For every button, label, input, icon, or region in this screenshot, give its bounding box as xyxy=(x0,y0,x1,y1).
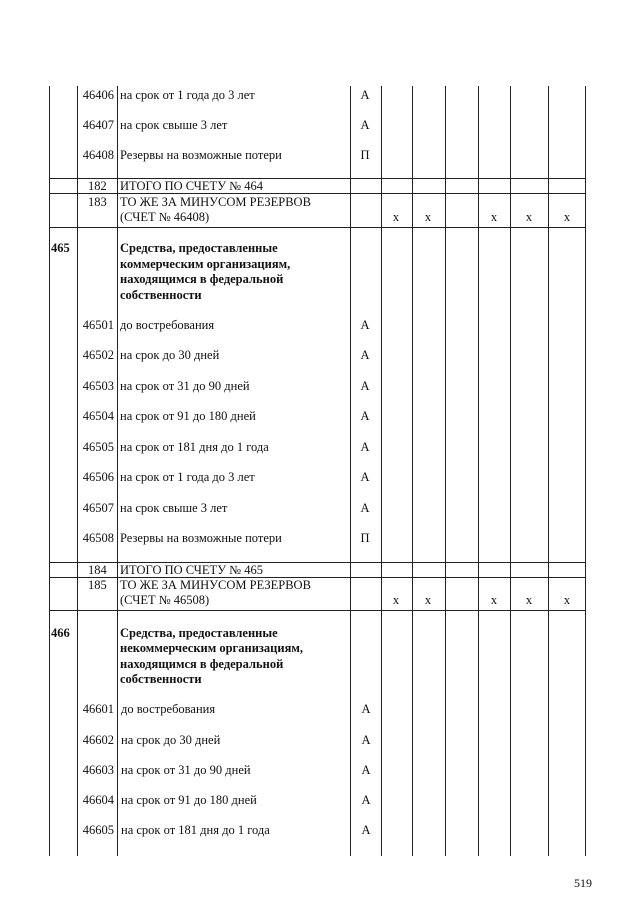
account-code: 46503 xyxy=(82,379,114,393)
account-title: находящимся в федеральной xyxy=(120,657,284,671)
account-code: 46505 xyxy=(82,440,114,454)
total-row-label: ИТОГО ПО СЧЕТУ № 465 xyxy=(120,563,263,577)
account-code: 46508 xyxy=(82,531,114,545)
account-description: на срок от 181 дня до 1 года xyxy=(121,823,270,837)
net-row-label: ТО ЖЕ ЗА МИНУСОМ РЕЗЕРВОВ xyxy=(120,195,311,209)
column-line xyxy=(585,86,586,856)
account-description: на срок от 91 до 180 дней xyxy=(120,409,256,423)
account-code: 46502 xyxy=(82,348,114,362)
account-code: 46507 xyxy=(82,501,114,515)
account-description: на срок от 31 до 90 дней xyxy=(120,379,250,393)
account-type: П xyxy=(360,531,370,545)
column-line xyxy=(381,86,382,856)
account-type: А xyxy=(361,733,371,747)
x-mark: x xyxy=(563,210,571,224)
x-mark: x xyxy=(525,593,533,607)
column-line xyxy=(117,86,118,856)
account-description: до востребования xyxy=(121,702,216,716)
total-row-label: ИТОГО ПО СЧЕТУ № 464 xyxy=(120,179,263,193)
account-type: А xyxy=(360,440,370,454)
account-description: на срок от 1 года до 3 лет xyxy=(120,88,255,102)
account-description: до востребования xyxy=(120,318,215,332)
x-mark: x xyxy=(392,210,400,224)
account-title: собственности xyxy=(120,288,202,302)
net-row-label: (СЧЕТ № 46408) xyxy=(120,210,210,224)
account-title: коммерческим организациям, xyxy=(120,257,291,271)
net-row-number: 185 xyxy=(88,578,107,592)
account-code: 46604 xyxy=(82,793,114,807)
account-type: А xyxy=(360,318,370,332)
net-row-number: 183 xyxy=(88,195,107,209)
account-code: 46408 xyxy=(82,148,114,162)
account-title: Средства, предоставленные xyxy=(120,626,278,640)
account-code: 46501 xyxy=(82,318,114,332)
account-code: 46504 xyxy=(82,409,114,423)
account-type: А xyxy=(360,470,370,484)
column-line xyxy=(77,86,78,856)
net-row-label: ТО ЖЕ ЗА МИНУСОМ РЕЗЕРВОВ xyxy=(120,578,311,592)
account-type: А xyxy=(360,118,370,132)
account-title: некоммерческим организациям, xyxy=(120,641,303,655)
account-title: Средства, предоставленные xyxy=(120,241,278,255)
account-description: на срок от 91 до 180 дней xyxy=(121,793,257,807)
account-type: А xyxy=(361,793,371,807)
account-type: А xyxy=(361,702,371,716)
x-mark: x xyxy=(392,593,400,607)
account-code: 46602 xyxy=(82,733,114,747)
total-row-number: 182 xyxy=(88,179,107,193)
account-description: Резервы на возможные потери xyxy=(120,531,282,545)
row-line xyxy=(49,610,586,611)
row-line xyxy=(49,227,586,228)
account-code: 46601 xyxy=(82,702,114,716)
account-type: А xyxy=(360,501,370,515)
account-code: 46603 xyxy=(82,763,114,777)
x-mark: x xyxy=(490,210,498,224)
account-type: А xyxy=(361,823,371,837)
column-line xyxy=(548,86,549,856)
net-row-label: (СЧЕТ № 46508) xyxy=(120,593,210,607)
account-code: 46506 xyxy=(82,470,114,484)
x-mark: x xyxy=(525,210,533,224)
account-description: на срок от 181 дня до 1 года xyxy=(120,440,269,454)
account-type: А xyxy=(361,763,371,777)
account-description: на срок от 31 до 90 дней xyxy=(121,763,251,777)
account-description: на срок от 1 года до 3 лет xyxy=(120,470,255,484)
account-description: на срок свыше 3 лет xyxy=(120,118,228,132)
column-line xyxy=(49,86,50,856)
column-line xyxy=(510,86,511,856)
account-title: собственности xyxy=(120,672,202,686)
account-description: на срок до 30 дней xyxy=(121,733,221,747)
total-row-number: 184 xyxy=(88,563,107,577)
account-code: 46605 xyxy=(82,823,114,837)
account-number: 466 xyxy=(51,626,70,640)
column-line xyxy=(350,86,351,856)
x-mark: x xyxy=(563,593,571,607)
column-line xyxy=(412,86,413,856)
account-description: на срок свыше 3 лет xyxy=(120,501,228,515)
column-line xyxy=(445,86,446,856)
x-mark: x xyxy=(424,210,432,224)
account-type: П xyxy=(360,148,370,162)
account-type: А xyxy=(360,88,370,102)
account-type: А xyxy=(360,409,370,423)
x-mark: x xyxy=(424,593,432,607)
account-number: 465 xyxy=(51,241,70,255)
account-type: А xyxy=(360,379,370,393)
column-line xyxy=(478,86,479,856)
account-code: 46406 xyxy=(82,88,114,102)
page-number: 519 xyxy=(574,876,592,890)
account-type: А xyxy=(360,348,370,362)
account-description: на срок до 30 дней xyxy=(120,348,220,362)
account-code: 46407 xyxy=(82,118,114,132)
x-mark: x xyxy=(490,593,498,607)
account-description: Резервы на возможные потери xyxy=(120,148,282,162)
account-title: находящимся в федеральной xyxy=(120,272,284,286)
